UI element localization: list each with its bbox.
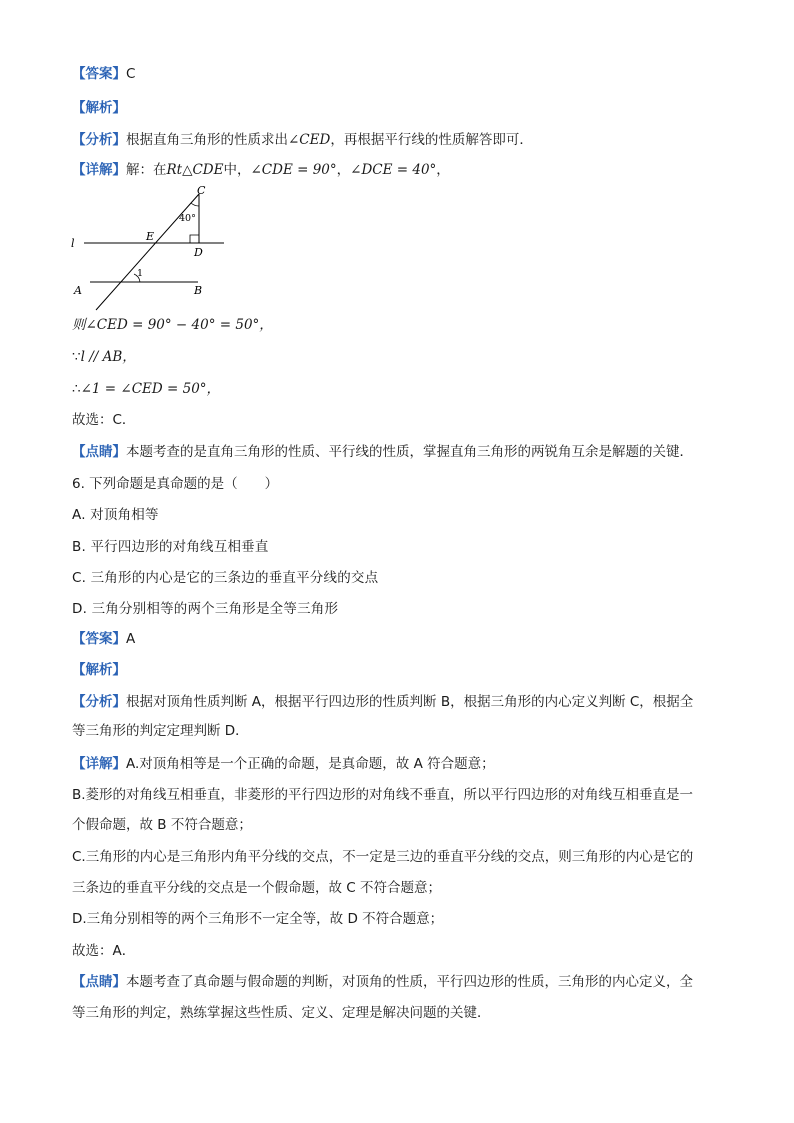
q6-choose: 故选：A． (72, 943, 136, 959)
label-d: D (194, 246, 203, 259)
q6-analysis-heading (72, 660, 126, 680)
q5-fenxi-line (72, 130, 533, 150)
q6-comment-line1 (72, 972, 693, 992)
q5-choose: 故选：C． (72, 412, 136, 428)
label-1: 1 (137, 268, 144, 279)
q5-xiangjie-line (72, 160, 450, 180)
xiangjie-eq1: ∠CDE = 90° (250, 162, 337, 178)
right-angle-mark (190, 235, 199, 243)
q5-analysis-heading (72, 98, 126, 118)
xiangjie-end: ， (436, 162, 450, 178)
xiangjie-tag: 【详解】 (72, 162, 126, 178)
xiangjie-text-b: 中， (223, 162, 251, 178)
label-c: C (197, 184, 206, 197)
q6-option-b: B. 平行四边形的对角线互相垂直 (72, 539, 269, 555)
q6-stem: 6. 下列命题是真命题的是（ ） (72, 476, 279, 492)
answer-value: A (126, 631, 136, 647)
comment-tag: 【点睛】 (72, 444, 126, 460)
xiangjie-eq2: ∠DCE = 40° (350, 162, 437, 178)
fenxi-angle: ∠CED (288, 132, 331, 148)
xiangjie-text-a: 解：在 (126, 162, 167, 178)
fenxi-tag: 【分析】 (72, 132, 126, 148)
detail-a: A.对顶角相等是一个正确的命题，是真命题，故 A 符合题意； (126, 756, 495, 772)
therefore-symbol: ∴ (72, 381, 81, 397)
angle-arc-c (191, 203, 199, 206)
fenxi-text-b: ，再根据平行线的性质解答即可． (330, 132, 533, 148)
q6-fenxi-line1 (72, 692, 693, 712)
q5-step3 (72, 379, 220, 399)
answer-value: C (126, 66, 136, 82)
q5-step1: 则∠CED = 90° − 40° = 50°， (72, 317, 273, 333)
analysis-tag: 【解析】 (72, 662, 126, 678)
step3-text: ∠1 = ∠CED = 50°， (80, 381, 221, 397)
q5-step2 (72, 347, 136, 367)
geometry-figure (66, 182, 236, 314)
q6-detail-a-line (72, 754, 495, 774)
q6-detail-c2: 三条边的垂直平分线的交点是一个假命题，故 C 不符合题意； (72, 880, 442, 896)
q6-option-d: D. 三角分别相等的两个三角形是全等三角形 (72, 601, 339, 617)
q6-comment-line2: 等三角形的判定，熟练掌握这些性质、定义、定理是解决问题的关键． (72, 1005, 491, 1021)
comment-tag: 【点睛】 (72, 974, 126, 990)
answer-tag: 【答案】 (72, 66, 126, 82)
comment-text-1: 本题考查了真命题与假命题的判断，对顶角的性质，平行四边形的性质，三角形的内心定义，全 (126, 974, 693, 990)
fenxi-text-1: 根据对顶角性质判断 A，根据平行四边形的性质判断 B，根据三角形的内心定义判断 C，根据全 (126, 694, 694, 710)
label-e: E (146, 230, 155, 243)
q6-fenxi-line2: 等三角形的判定定理判断 D． (72, 723, 249, 739)
step2-text: l // AB， (80, 349, 136, 365)
analysis-tag: 【解析】 (72, 100, 126, 116)
q5-comment-line (72, 442, 693, 462)
label-angle-40: 40° (179, 213, 196, 224)
comment-text: 本题考查的是直角三角形的性质、平行线的性质，掌握直角三角形的两锐角互余是解题的关键． (126, 444, 693, 460)
q5-answer-line (72, 64, 135, 84)
xiangjie-sep: ， (336, 162, 351, 178)
q6-option-c: C. 三角形的内心是它的三条边的垂直平分线的交点 (72, 570, 379, 586)
q6-option-a: A. 对顶角相等 (72, 507, 159, 523)
q6-detail-d: D.三角分别相等的两个三角形不一定全等，故 D 不符合题意； (72, 911, 444, 927)
q6-detail-c1: C.三角形的内心是三角形内角平分线的交点，不一定是三边的垂直平分线的交点，则三角形的内心是它的 (72, 849, 694, 865)
transversal-line (96, 194, 199, 310)
fenxi-tag: 【分析】 (72, 694, 126, 710)
because-symbol: ∵ (72, 349, 81, 365)
q6-detail-b1: B.菱形的对角线互相垂直，非菱形的平行四边形的对角线不垂直，所以平行四边形的对角线互相垂直是一 (72, 787, 694, 803)
q6-detail-b2: 个假命题，故 B 不符合题意； (72, 817, 252, 833)
xiangjie-tag: 【详解】 (72, 756, 126, 772)
q6-answer-line (72, 629, 135, 649)
answer-tag: 【答案】 (72, 631, 126, 647)
label-l: l (71, 237, 75, 250)
fenxi-text-a: 根据直角三角形的性质求出 (126, 132, 288, 148)
label-a: A (74, 284, 82, 297)
label-b: B (194, 284, 203, 297)
xiangjie-triangle: Rt△CDE (166, 162, 224, 178)
